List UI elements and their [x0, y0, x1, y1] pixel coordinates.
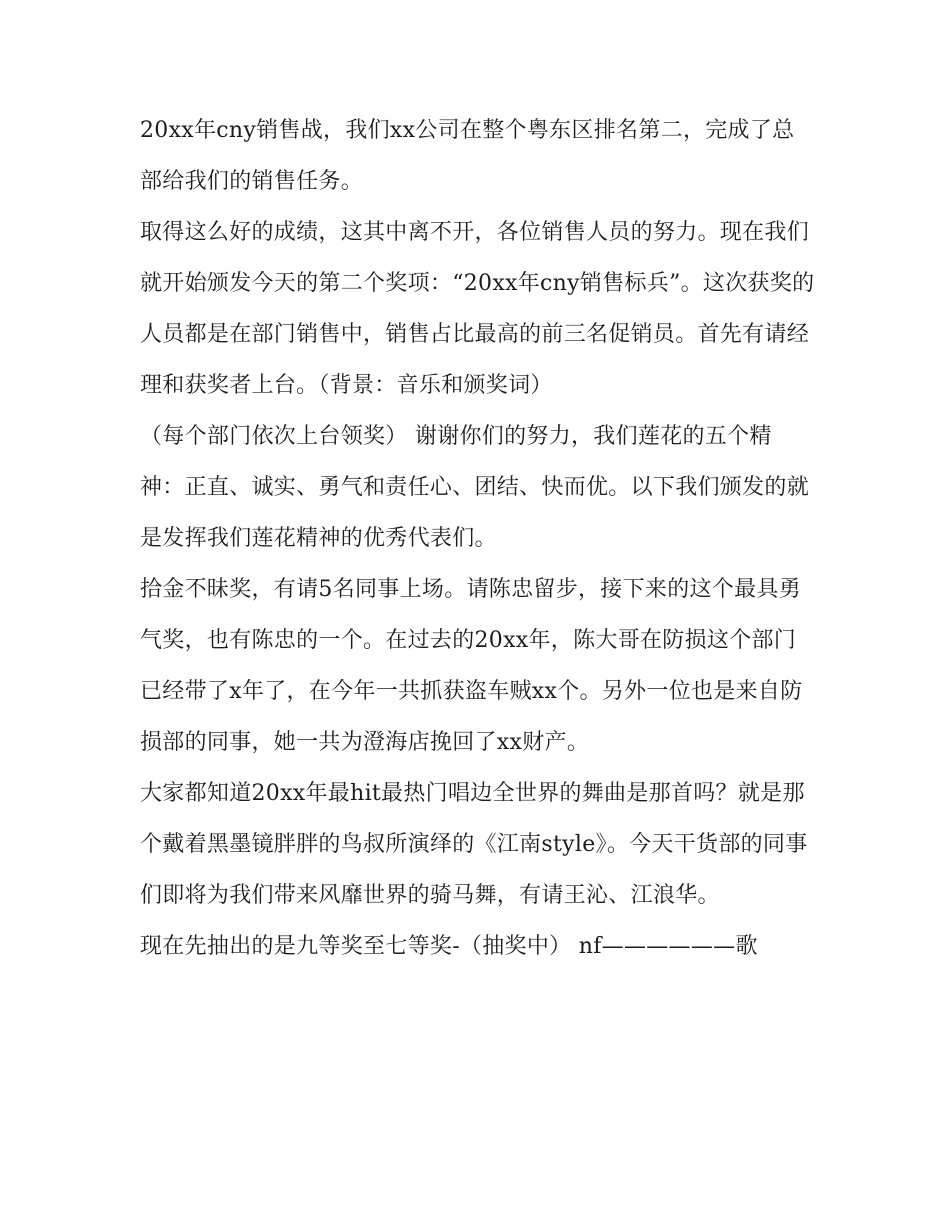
paragraph-gangnam-style: 大家都知道20xx年最hit最热门唱边全世界的舞曲是那首吗？就是那个戴着黑墨镜胖胖的鸟叔所演绎的《江南style》。今天干货部的同事们即将为我们带来风靡世界的骑马舞，有请王沁、江浪华。	[140, 781, 808, 908]
paragraph-honesty-award: 拾金不昧奖，有请5名同事上场。请陈忠留步，接下来的这个最具勇气奖，也有陈忠的一个。在过去的20xx年，陈大哥在防损这个部门已经带了x年了，在今年一共抓获盗车贼xx个。另外一位也是来自防损部的同事，她一共为澄海店挽回了xx财产。	[140, 577, 803, 755]
document-body	[140, 105, 816, 972]
paragraph-lotus-spirit: （每个部门依次上台领奖） 谢谢你们的努力，我们莲花的五个精神：正直、诚实、勇气和责任心、团结、快而优。以下我们颁发的就是发挥我们莲花精神的优秀代表们。	[140, 424, 810, 551]
paragraph-sales-award: 取得这么好的成绩，这其中离不开，各位销售人员的努力。现在我们就开始颁发今天的第二个奖项：“20xx年cny销售标兵”。这次获奖的人员都是在部门销售中，销售占比最高的前三名促销员。首先有请经理和获奖者上台。（背景：音乐和颁奖词）	[140, 220, 815, 398]
paragraph-lottery: 现在先抽出的是九等奖至七等奖-（抽奖中） nf——————歌	[140, 934, 758, 959]
paragraph-sales-ranking: 20xx年cny销售战，我们xx公司在整个粤东区排名第二，完成了总部给我们的销售任务。	[140, 118, 795, 194]
